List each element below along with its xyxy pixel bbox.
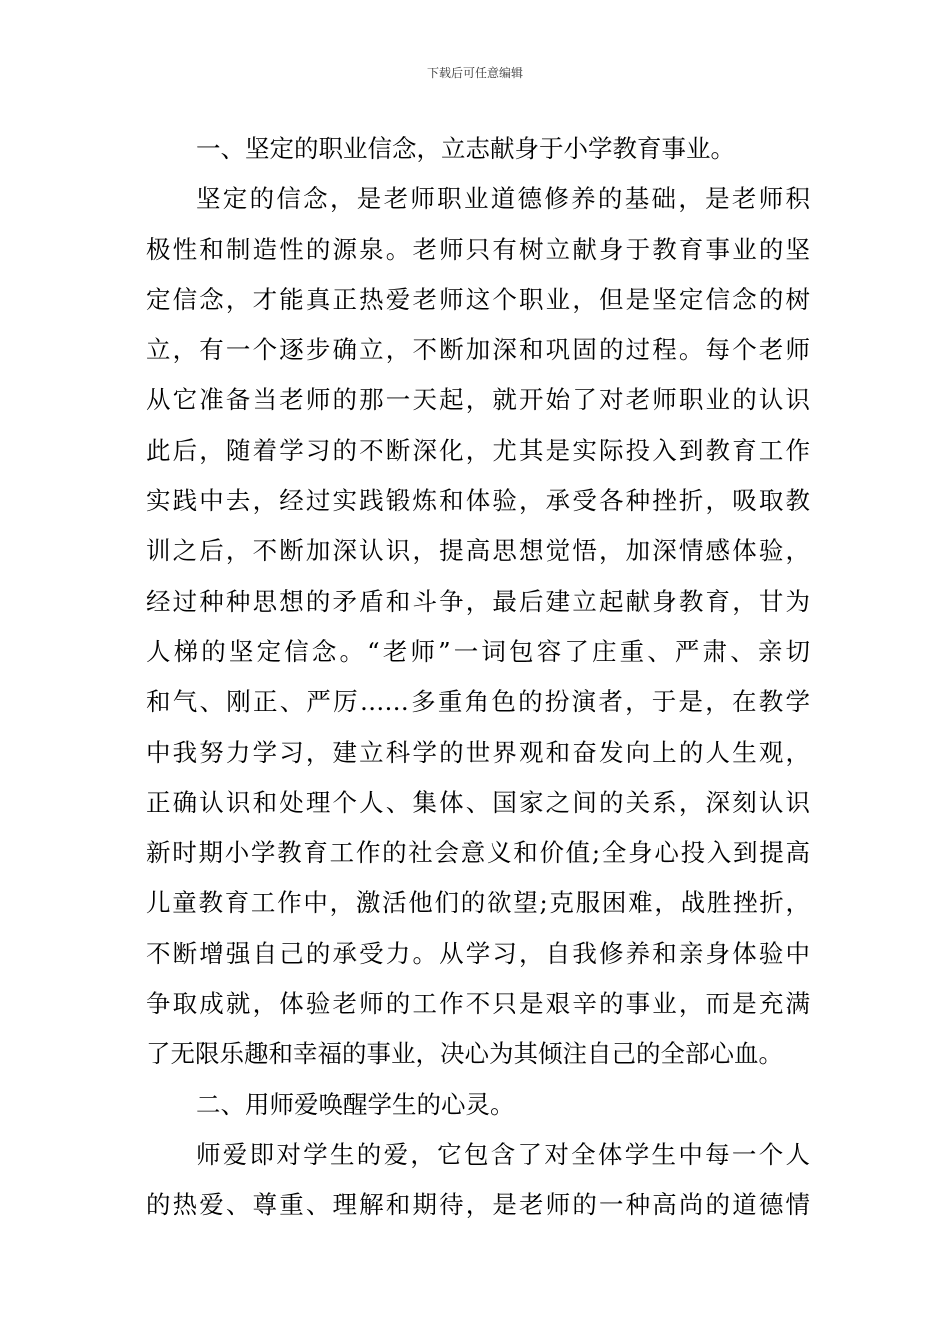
section-heading-1: 一、坚定的职业信念，立志献身于小学教育事业。 [196, 134, 735, 163]
document-body [146, 124, 810, 1231]
paragraph-line: 极性和制造性的源泉。老师只有树立献身于教育事业的坚 [146, 234, 810, 264]
paragraph-line: 了无限乐趣和幸福的事业，决心为其倾注自己的全部心血。 [146, 1039, 783, 1069]
paragraph-line: 新时期小学教育工作的社会意义和价值;全身心投入到提高 [146, 838, 810, 868]
paragraph-line: 从它准备当老师的那一天起，就开始了对老师职业的认识 [146, 385, 810, 415]
paragraph-line: 此后，随着学习的不断深化，尤其是实际投入到教育工作 [146, 435, 810, 465]
paragraph-line: 中我努力学习，建立科学的世界观和奋发向上的人生观， [146, 737, 810, 767]
paragraph-line: 实践中去，经过实践锻炼和体验，承受各种挫折，吸取教 [146, 486, 810, 516]
paragraph-line: 和气、刚正、严厉……多重角色的扮演者，于是，在教学 [146, 687, 810, 717]
paragraph-line: 的热爱、尊重、理解和期待，是老师的一种高尚的道德情 [146, 1190, 810, 1220]
paragraph-line: 训之后，不断加深认识，提高思想觉悟，加深情感体验， [146, 536, 810, 566]
paragraph-line: 儿童教育工作中，激活他们的欲望;克服困难，战胜挫折， [146, 888, 810, 918]
paragraph-line: 争取成就，体验老师的工作不只是艰辛的事业，而是充满 [146, 989, 810, 1019]
paragraph-line: 经过种种思想的矛盾和斗争，最后建立起献身教育，甘为 [146, 586, 810, 616]
section-heading-2: 二、用师爱唤醒学生的心灵。 [196, 1089, 515, 1119]
paragraph-line: 正确认识和处理个人、集体、国家之间的关系，深刻认识 [146, 787, 810, 817]
paragraph-line: 坚定的信念，是老师职业道德修养的基础，是老师积 [196, 184, 810, 214]
page-header: 下载后可任意编辑 [426, 66, 523, 80]
paragraph-line: 不断增强自己的承受力。从学习，自我修养和亲身体验中 [146, 938, 810, 968]
paragraph-line: 人梯的坚定信念。“老师”一词包容了庄重、严肃、亲切 [146, 636, 810, 666]
paragraph-line: 师爱即对学生的爱，它包含了对全体学生中每一个人 [196, 1139, 810, 1169]
paragraph-line: 定信念，才能真正热爱老师这个职业，但是坚定信念的树 [146, 284, 810, 314]
paragraph-line: 立，有一个逐步确立，不断加深和巩固的过程。每个老师 [146, 335, 810, 365]
